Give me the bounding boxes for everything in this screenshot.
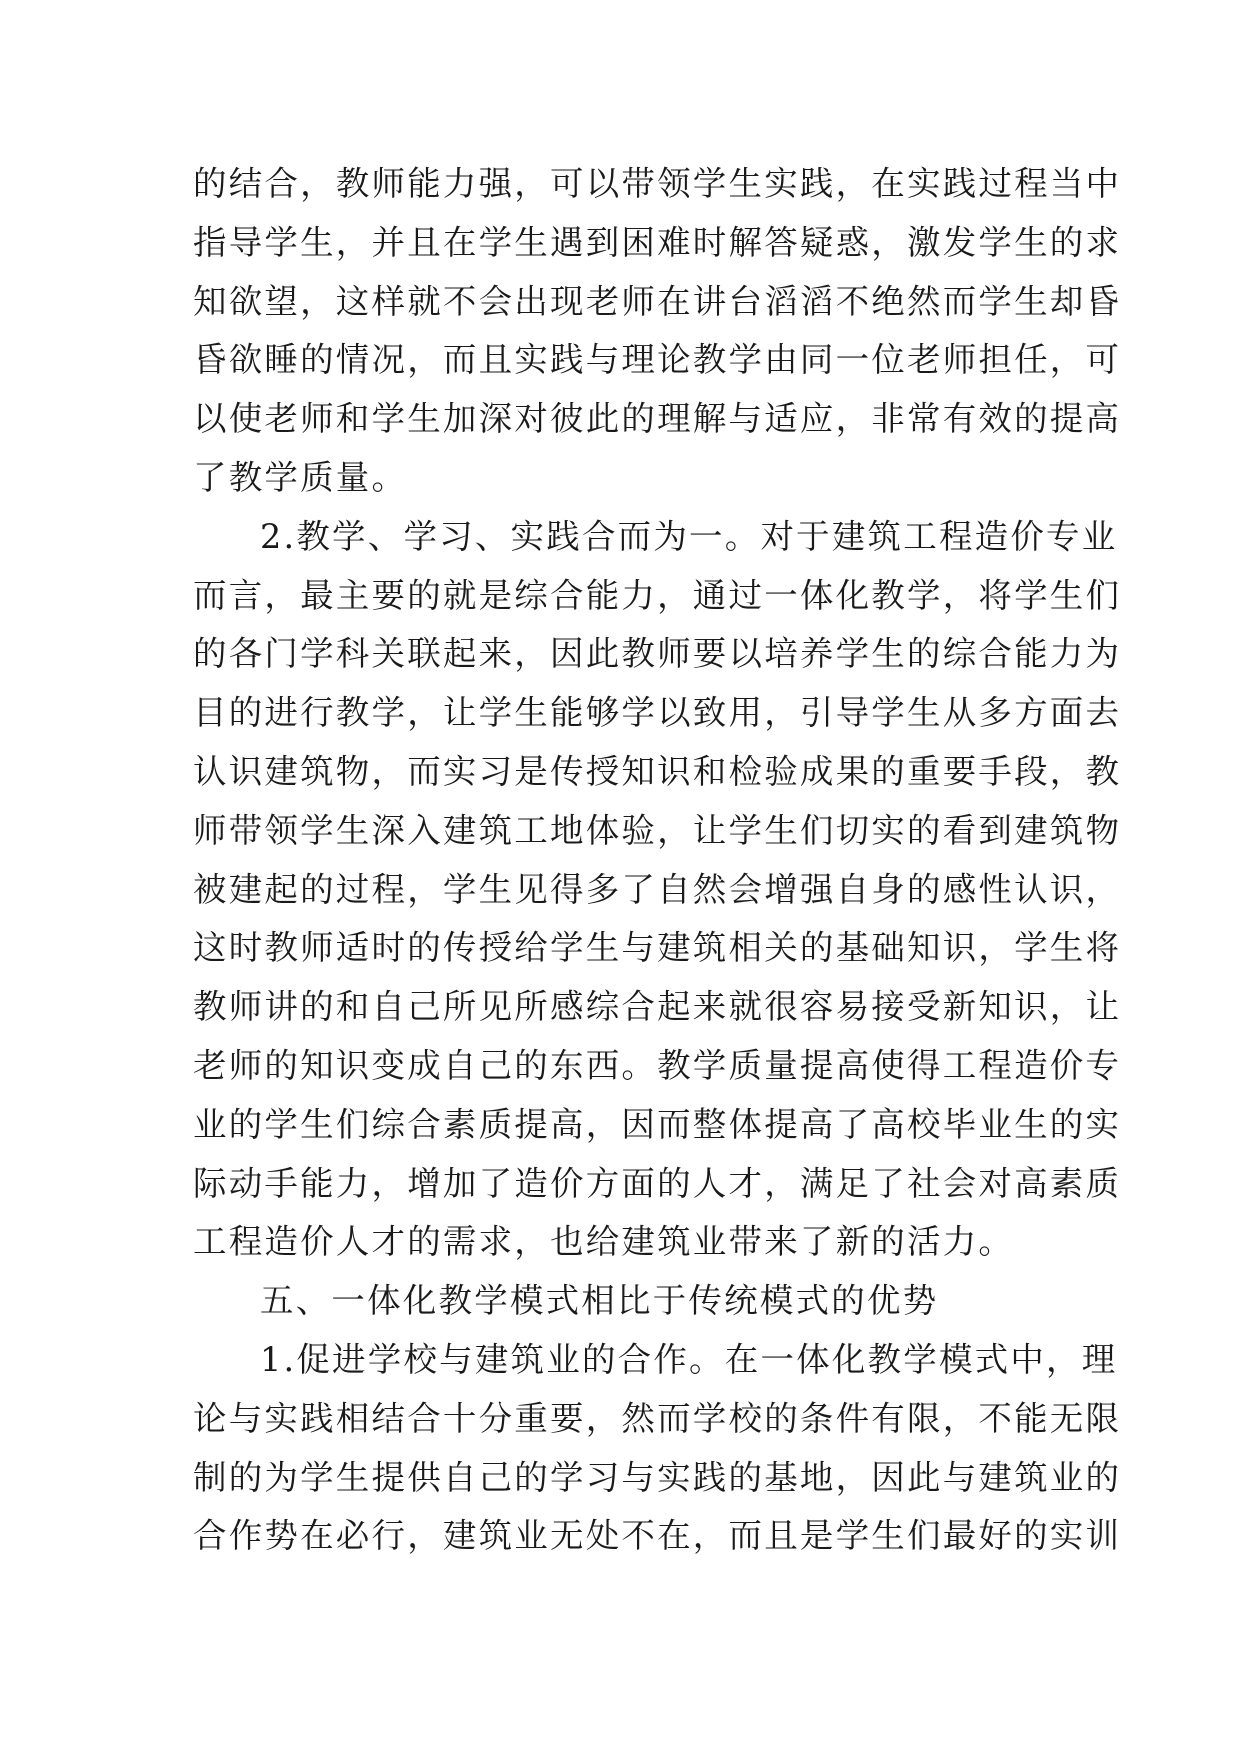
text-line: 知欲望，这样就不会出现老师在讲台滔滔不绝然而学生却昏: [193, 281, 1122, 321]
text-line: 工程造价人才的需求，也给建筑业带来了新的活力。: [193, 1222, 1015, 1262]
text-line: 教师讲的和自己所见所感综合起来就很容易接受新知识，让: [193, 987, 1122, 1027]
text-line: 合作势在必行，建筑业无处不在，而且是学生们最好的实训: [193, 1516, 1122, 1556]
text-line: 昏欲睡的情况，而且实践与理论教学由同一位老师担任，可: [193, 340, 1122, 380]
text-line: 以使老师和学生加深对彼此的理解与适应，非常有效的提高: [193, 399, 1122, 439]
text-line: 的结合，教师能力强，可以带领学生实践，在实践过程当中: [193, 164, 1122, 203]
text-line: 师带领学生深入建筑工地体验，让学生们切实的看到建筑物: [193, 810, 1122, 850]
text-line: 认识建筑物，而实习是传授知识和检验成果的重要手段，教: [193, 751, 1122, 791]
text-line: 这时教师适时的传授给学生与建筑相关的基础知识，学生将: [193, 928, 1122, 968]
text-line: 而言，最主要的就是综合能力，通过一体化教学，将学生们: [193, 575, 1122, 615]
paragraph-start-line: 2.教学、学习、实践合而为一。对于建筑工程造价专业: [260, 516, 1118, 556]
text-line: 的各门学科关联起来，因此教师要以培养学生的综合能力为: [193, 634, 1122, 674]
text-line: 论与实践相结合十分重要，然而学校的条件有限，不能无限: [193, 1398, 1122, 1438]
paragraph-start-line: 1.促进学校与建筑业的合作。在一体化教学模式中，理: [260, 1339, 1118, 1379]
text-line: 指导学生，并且在学生遇到困难时解答疑惑，激发学生的求: [193, 222, 1122, 262]
section-heading: 五、一体化教学模式相比于传统模式的优势: [260, 1281, 939, 1321]
text-line: 目的进行教学，让学生能够学以致用，引导学生从多方面去: [193, 693, 1122, 733]
text-line: 业的学生们综合素质提高，因而整体提高了高校毕业生的实: [193, 1104, 1122, 1144]
text-line: 制的为学生提供自己的学习与实践的基地，因此与建筑业的: [193, 1457, 1122, 1497]
text-line: 被建起的过程，学生见得多了自然会增强自身的感性认识，: [193, 869, 1122, 909]
text-line: 际动手能力，增加了造价方面的人才，满足了社会对高素质: [193, 1163, 1122, 1203]
text-line: 老师的知识变成自己的东西。教学质量提高使得工程造价专: [193, 1045, 1122, 1085]
text-line: 了教学质量。: [193, 457, 408, 497]
document-body: [193, 155, 1122, 1566]
